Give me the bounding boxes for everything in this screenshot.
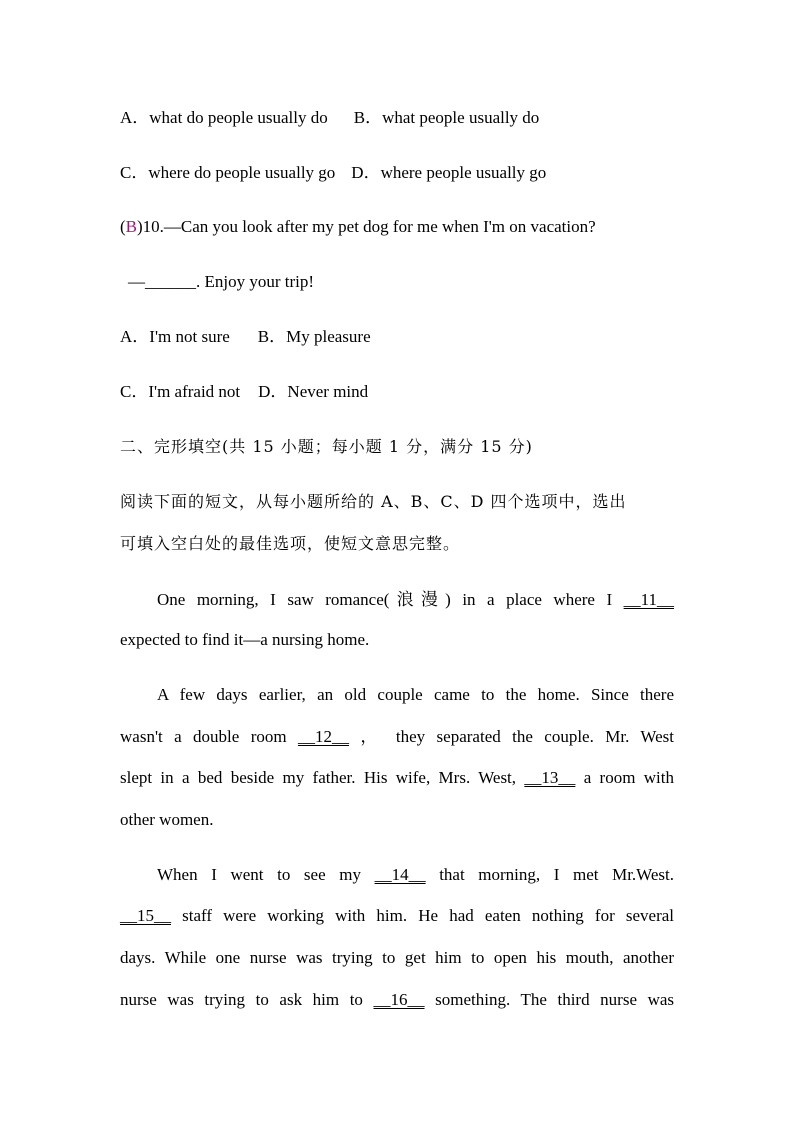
q10-options-row-1 <box>120 326 674 348</box>
passage-text: that morning, I met Mr.West. <box>439 865 675 884</box>
blank-16: __16__ <box>373 990 425 1009</box>
blank-15: __15__ <box>120 906 171 925</box>
q10-reply-blank: ______ <box>145 272 196 291</box>
q10-reply <box>128 271 682 293</box>
q9-option-a: A．what do people usually do <box>120 108 328 127</box>
q9-option-d: D．where people usually go <box>351 163 547 182</box>
passage-p1-line-2: expected to find it—a nursing home. <box>120 630 370 649</box>
q10-options-row-2 <box>120 381 674 403</box>
passage-text: something. The third nurse was <box>435 990 675 1009</box>
passage-text: When I went to see my <box>157 865 361 884</box>
q10-option-c: C．I'm afraid not <box>120 382 241 401</box>
q10-reply-text: . Enjoy your trip! <box>196 272 315 291</box>
q10-stem <box>120 216 674 238</box>
q9-options-row-1 <box>120 107 674 129</box>
blank-11: __11__ <box>623 590 674 609</box>
q10-option-b: B．My pleasure <box>257 327 371 346</box>
passage-p3-line-3: days. While one nurse was trying to get him to open his mouth, another <box>120 948 674 967</box>
q10-question: )10.—Can you look after my pet dog for me when I'm on vacation? <box>137 217 596 236</box>
q10-option-a: A．I'm not sure <box>120 327 230 346</box>
passage-text: staff were working with him. He had eaten nothing for several <box>182 906 675 925</box>
blank-12: __12__ <box>297 727 349 746</box>
passage-p3-line-2 <box>120 905 674 927</box>
q10-paren: ( <box>120 217 126 236</box>
passage-p1-line-1 <box>157 589 674 611</box>
section-instruction-line-1: 阅读下面的短文，从每小题所给的 A、B、C、D 四个选项中，选出 <box>120 492 627 511</box>
passage-text: a room with <box>583 768 674 787</box>
passage-text: wasn't a double room <box>120 727 287 746</box>
passage-p3-line-4 <box>120 989 674 1011</box>
q10-answer: B <box>125 217 138 236</box>
passage-p2-line-2 <box>120 726 674 748</box>
q10-reply-dash: — <box>128 272 145 291</box>
blank-13: __13__ <box>524 768 576 787</box>
passage-text: ， they separated the couple. Mr. West <box>360 727 674 746</box>
q10-option-d: D．Never mind <box>258 382 369 401</box>
passage-p3-line-1 <box>157 864 674 886</box>
section-heading: 二、完形填空(共 15 小题；每小题 1 分，满分 15 分) <box>120 437 533 456</box>
section-instruction-line-2: 可填入空白处的最佳选项，使短文意思完整。 <box>120 534 461 553</box>
q9-option-b: B．what people usually do <box>353 108 540 127</box>
blank-14: __14__ <box>374 865 426 884</box>
q9-option-c: C．where do people usually go <box>120 163 336 182</box>
passage-text: One morning, I saw romance(浪漫) in a place where I <box>157 590 613 609</box>
passage-p2-line-4: other women. <box>120 810 214 829</box>
q9-options-row-2 <box>120 162 674 184</box>
passage-text: slept in a bed beside my father. His wife, Mrs. West, <box>120 768 517 787</box>
passage-text: nurse was trying to ask him to <box>120 990 363 1009</box>
passage-p2-line-3 <box>120 767 674 789</box>
passage-p2-line-1: A few days earlier, an old couple came to the home. Since there <box>157 685 674 704</box>
